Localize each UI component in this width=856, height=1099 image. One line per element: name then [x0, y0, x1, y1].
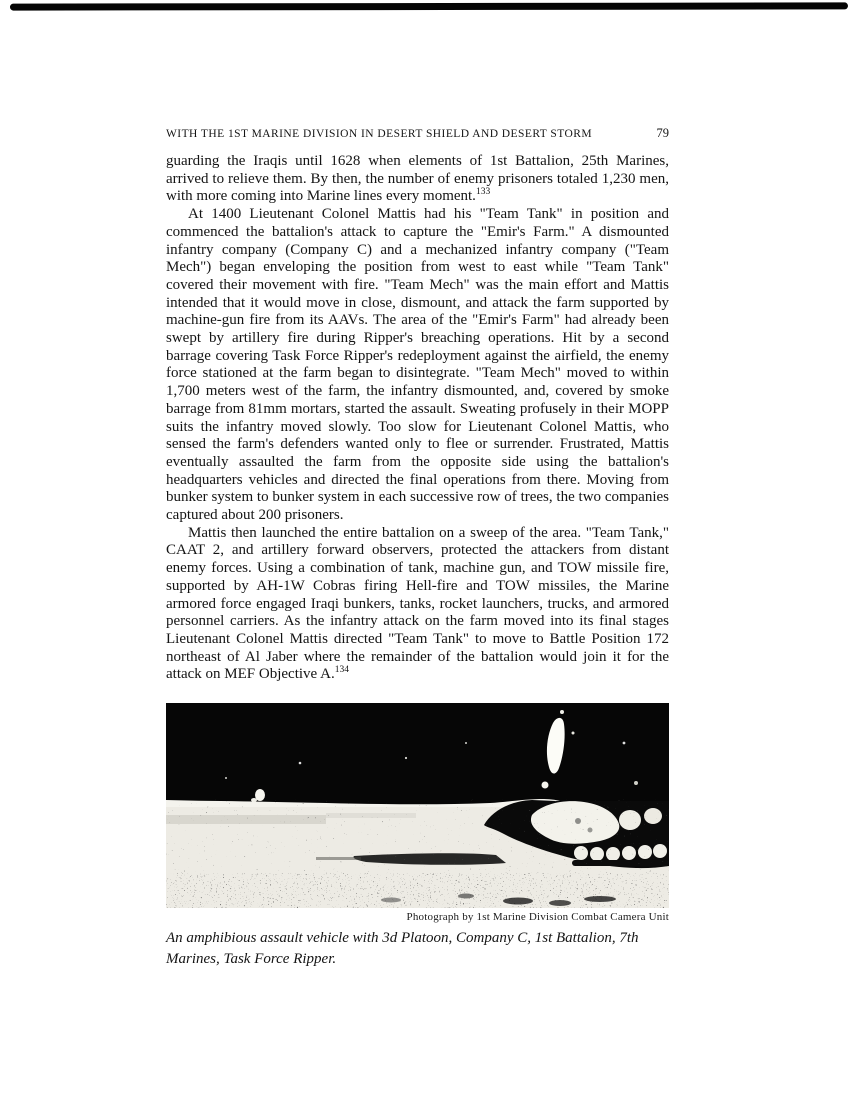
footnote-ref: 134 [334, 665, 349, 676]
page-header [166, 126, 669, 141]
page-number: 79 [656, 126, 669, 140]
scan-artifact-bar [10, 2, 848, 10]
footnote-ref: 133 [475, 187, 491, 198]
photo-caption: An amphibious assault vehicle with 3d Platoon, Company C, 1st Battalion, 7th Marines, Task Force Ripper. [166, 930, 639, 967]
paragraph [166, 525, 669, 684]
paragraph-text: guarding the Iraqis until 1628 when elements of 1st Battalion, 25th Marines, arrived to relieve them. By then, the number of enemy prisoners totaled 1,230 men, with more coming into Marine lines every moment. [166, 153, 669, 205]
figure [166, 703, 669, 970]
paragraph-text: At 1400 Lieutenant Colonel Mattis had his "Team Tank" in position and commenced the battalion's attack to capture the "Emir's Farm." A dismounted infantry company (Company C) and a mechanized infantry company ("Team Mech") began enveloping the position from west to east while "Team Tank" covered their movement with fire. "Team Mech" was the main effort and Mattis intended that it would move in close, dismount, and attack the farm supported by machine-gun fire from its AAVs. The area of the "Emir's Farm" had already been swept by artillery fire during Ripper's breaching operations. Hit by a second barrage covering Task Force Ripper's redeployment against the airfield, the enemy force stationed at the farm began to disintegrate. "Team Mech" moved to within 1,700 meters west of the farm, the infantry dismounted, and, covered by smoke barrage from 81mm mortars, started the assault. Sweating profusely in their MOPP suits the infantry moved slowly. Too slow for Lieutenant Colonel Mattis, who sensed the farm's defenders wanted only to flee or surrender. Frustrated, Mattis eventually assaulted the farm from the opposite side using the battalion's headquarters vehicles and directed the final operations from there. Moving from bunker system to bunker system in each successive row of trees, the two companies captured about 200 prisoners. [166, 206, 669, 524]
photo-credit: Photograph by 1st Marine Division Combat Camera Unit [406, 911, 669, 923]
body-text [166, 153, 669, 684]
paragraph-text: Mattis then launched the entire battalion on a sweep of the area. "Team Tank," CAAT 2, and artillery forward observers, protected the attackers from distant enemy forces. Using a combination of tank, machine gun, and TOW missile fire, supported by AH-1W Cobras firing Hell-fire and TOW missiles, the Marine armored force engaged Iraqi bunkers, tanks, rocket launchers, trucks, and armored personnel carriers. As the infantry attack on the farm moved into its final stages Lieutenant Colonel Mattis directed "Team Tank" to move to Battle Position 172 northeast of Al Jaber where the remainder of the battalion would join it for the attack on MEF Objective A. [166, 524, 669, 683]
paragraph [166, 153, 669, 206]
running-title: WITH THE 1ST MARINE DIVISION IN DESERT SHIELD AND DESERT STORM [166, 128, 593, 140]
paragraph [166, 206, 669, 525]
aav-night-photo [166, 703, 669, 908]
